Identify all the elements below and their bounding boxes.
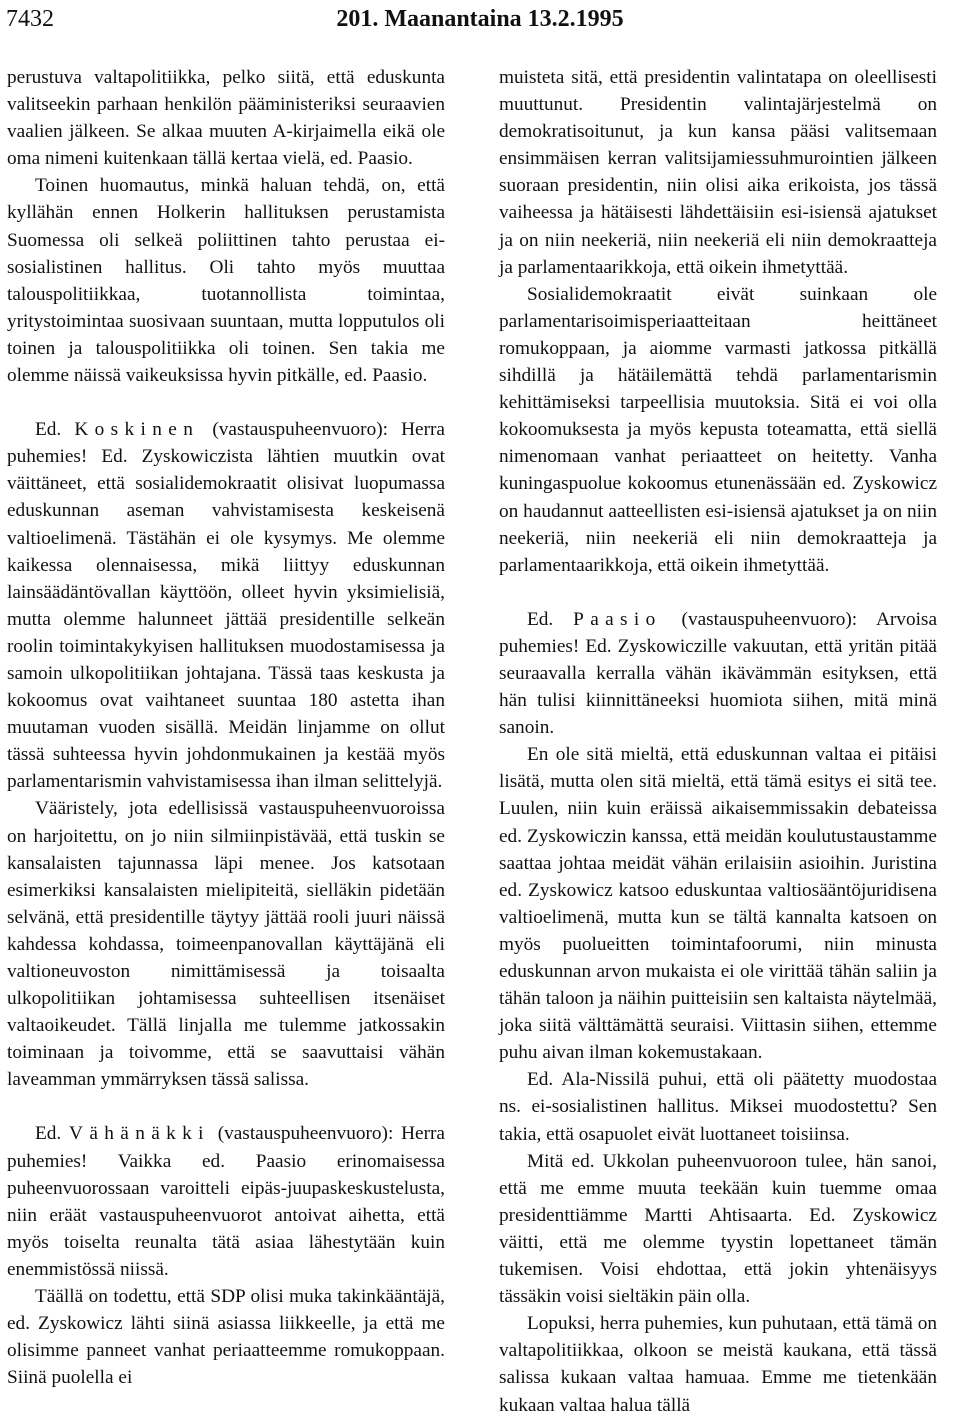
left-column <box>7 64 445 1391</box>
speech-paragraph <box>499 606 937 741</box>
speech-text: (vastauspuheenvuoro): Herra puhemies! Vaikka ed. Paasio erinomaisessa puheenvuorossaan varoitteli eipäs-juupaskeskustelusta, niin eräät vastauspuheenvuorot antoivat aihetta, että myös toiselta reunalta tätä asiaa lähestytään kuin enemmistössä niissä. <box>7 1123 445 1280</box>
paragraph: En ole sitä mieltä, että eduskunnan valtaa ei pitäisi lisätä, mutta olen sitä mieltä, että tämä esitys ei sitä tee. Luulen, niin kuin eräissä aikaisemmissakin debateissa ed. Zyskowiczin kanssa, että meidän koulutustaustamme saattaa johtaa meidät vähän erilaisiin asioihin. Juristina ed. Zyskowicz katsoo eduskuntaa valtiosääntöjuridisena valtioelimenä, mutta kun se tältä kannalta katsoen on myös puolueitten toimintafoorumi, niin minusta eduskunnan arvon mukaista ei ole virittää tähän saliin ja tähän taloon ja näihin puitteisiin sen kaltaista näytelmää, joka siitä välttämättä seuraisi. Viittasin siihen, ettemme puhu aivan ilman kokemustakaan. <box>499 744 937 1064</box>
session-title: 201. Maanantaina 13.2.1995 <box>336 6 624 32</box>
speaker-prefix: Ed. <box>35 1123 70 1145</box>
paragraph: Toinen huomautus, minkä haluan tehdä, on, että kyllähän ennen Holkerin hallituksen perustamista Suomessa oli selkeä poliittinen tahto perustaa ei-sosialistinen hallitus. Oli tahto myös muuttaa talouspolitiikkaa, tuotannollista toimintaa, yritystoimintaa suosivaan suuntaan, mutta lopputulos oli toinen ja talouspolitiikka oli toinen. Sen takia me olemme näissä vaikeuksissa hyvin pitkälle, ed. Paasio. <box>7 175 445 387</box>
speech-paragraph <box>7 416 445 795</box>
paragraph: Sosialidemokraatit eivät suinkaan ole parlamentarisoimisperiaatteitaan heittäneet romukoppaan, ja aiomme varmasti jatkossa pitkällä sihdillä ja hätäilemättä tehdä parlamentarismin kehittämiseksi tarpeellisia muutoksia. Sitä ei voi olla kokoomuksesta ja myös kepusta toteamatta, että siellä nimenomaan vanhat periaatteet on heitetty. Vanha kuningaspuolue kokoomus etunenässään ed. Zyskowicz on haudannut aatteellisten esi-isiensä ajatukset ja on niin neekeriä, niin neekeriä eli niin demokraatteja ja parlamentaarikkoja, että oikein ihmetyttää. <box>499 283 937 576</box>
speech-text: (vastauspuheenvuoro): Arvoisa puhemies! Ed. Zyskowiczille vakuutan, että yritän pitää seuraavalla kerralla vähän ikävämmän esityksen, että hän tulisi kiinnittäneeksi huomiota siihen, mitä minä sanoin. <box>499 608 937 739</box>
speech-text: (vastauspuheenvuoro): Herra puhemies! Ed. Zyskowiczista lähtien muutkin ovat väittäneet, että sosialidemokraatit olisivat luopumassa eduskunnan aseman vahvistamisesta keskeisenä valtioelimenä. Tästähän ei ole kysymys. Me olemme kaikessa olennaisessa, mikä liittyy eduskunnan lainsäädäntövallan käyttöön, olleet hyvin yksimielisiä, mutta olemme halunneet jättää presidentille selkeän roolin toimintakykyisen hallituksen muodostamisessa ja samoin ulkopolitiikan johtajana. Tässä taas keskusta ja kokoomus ovat vaihtaneet suuntaa 180 astetta ihan muutaman vuoden sisällä. Meidän linjamme on ollut tässä suhteessa hyvin johdonmukainen ja kestää myös parlamentarismin vahvistamisessa ihan ilman selittelyjä. <box>7 419 445 793</box>
right-column <box>499 64 937 1419</box>
speaker-name: Vähänäkki <box>69 1123 210 1145</box>
paragraph: Ed. Ala-Nissilä puhui, että oli päätetty muodostaa ns. ei-sosialistinen hallitus. Miksei muodostettu? Sen takia, että osapuolet eivät luottaneet toisiinsa. <box>499 1069 937 1145</box>
page-number: 7432 <box>6 6 54 32</box>
speaker-prefix: Ed. <box>527 608 574 630</box>
speaker-prefix: Ed. <box>35 419 75 441</box>
paragraph: Mitä ed. Ukkolan puheenvuoroon tulee, hän sanoi, että me emme muuta teekään kuin tuemme omaa presidenttiämme Martti Ahtisaarta. Ed. Zyskowicz väitti, että me olemme tyystin lopettaneet tämän tukemisen. Voisi ehdottaa, että jokin yhtenäisyys tässäkin voisi sieltäkin päin olla. <box>499 1150 937 1308</box>
paragraph: Lopuksi, herra puhemies, kun puhutaan, että tämä on valtapolitiikkaa, olkoon se meistä kaukana, että tässä salissa kukaan valtaa hamuaa. Emme me tietenkään kukaan valtaa halua tällä <box>499 1313 937 1416</box>
page-header <box>0 0 960 40</box>
paragraph: Täällä on todettu, että SDP olisi muka takinkääntäjä, ed. Zyskowicz lähti siinä asiassa liikkeelle, ja että me olisimme panneet vanhat periaatteemme romukoppaan. Siinä puolella ei <box>7 1286 445 1389</box>
speaker-name: Paasio <box>573 608 662 630</box>
paragraph: Vääristely, jota edellisissä vastauspuheenvuoroissa on harjoitettu, on jo niin silmiinpistävää, että tuskin se kansalaisten tajunnassa läpi menee. Jos katsotaan esimerkiksi kansalaisten mielipiteitä, sielläkin pidetään selvänä, että presidentille täytyy jättää rooli juuri näissä kahdessa kohdassa, toimeenpanovallan käyttäjänä eli valtioneuvoston nimittämisessä ja toisaalta ulkopolitiikan johtamisessa suhteellisen itsenäiset valtaoikeudet. Tällä linjalla me tulemme jatkossakin toiminaan ja toivomme, että se saavuttaisi vähän laveamman ymmärryksen tässä salissa. <box>7 798 445 1091</box>
paragraph: muisteta sitä, että presidentin valintatapa on oleellisesti muuttunut. Presidentin valintajärjestelmä on demokratisoitunut, ja kun kansa pääsi valitsemaan ensimmäisen kerran valitsijamiessuhmurointien jälkeen suoraan presidentin, niin olisi aika erikoista, jos tässä vaiheessa ja hätäisesti lähdettäisiin esi-isiensä ajatukset ja on niin neekeriä, niin neekeriä eli niin demokraatteja ja parlamentaarikkoja, että oikein ihmetyttää. <box>499 67 937 278</box>
paragraph: perustuva valtapolitiikka, pelko siitä, että eduskunta valitseekin parhaan henkilön pääministeriksi seuraavien vaalien jälkeen. Se alkaa muuten A-kirjaimella eikä ole oma nimeni kuitenkaan tällä kertaa vielä, ed. Paasio. <box>7 67 445 170</box>
speaker-name: Koskinen <box>74 419 200 441</box>
speech-paragraph <box>7 1120 445 1283</box>
